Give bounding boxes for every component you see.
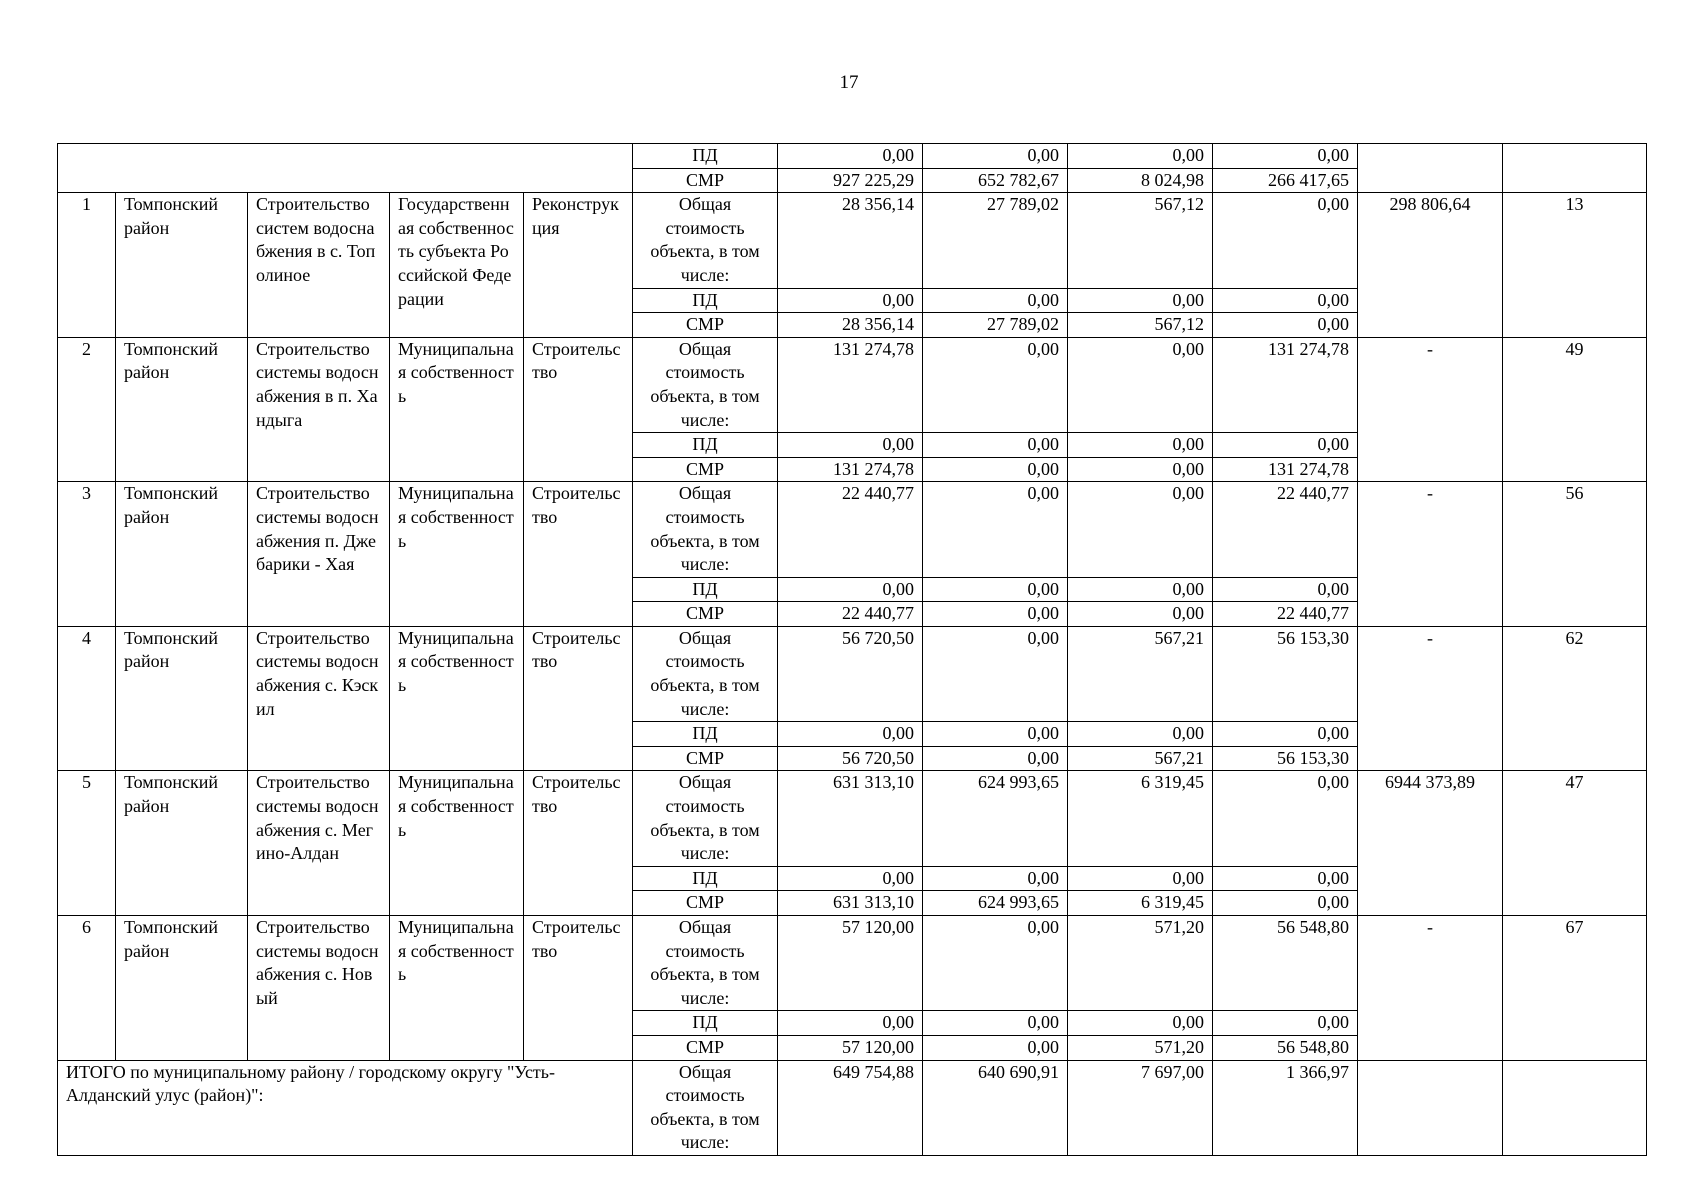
total-value: 567,21 [1068,626,1213,721]
pd-label: ПД [633,288,778,313]
pd-value: 0,00 [1213,1011,1358,1036]
summary-label: ИТОГО по муниципальному району / городскому округу "Усть-Алданский улус (район)": [58,1060,633,1155]
total-value: 56 548,80 [1213,916,1358,1011]
total-value: 0,00 [923,337,1068,432]
pd-value: 0,00 [923,577,1068,602]
total-label: Общая стоимость объекта, в том числе: [633,916,778,1011]
total-value: 131 274,78 [778,337,923,432]
carryover-empty-cell [58,144,633,193]
smr-value: 57 120,00 [778,1035,923,1060]
row-index: 4 [58,626,116,771]
smr-label: СМР [633,746,778,771]
smr-value: 27 789,02 [923,313,1068,338]
pd-label: ПД [633,722,778,747]
smr-value: 624 993,65 [923,891,1068,916]
row-col-a: 6944 373,89 [1358,771,1503,916]
row-district: Томпонский район [116,193,248,338]
total-value: 6 319,45 [1068,771,1213,866]
summary-total-value: 649 754,88 [778,1060,923,1155]
total-label: Общая стоимость объекта, в том числе: [633,337,778,432]
total-value: 0,00 [923,626,1068,721]
smr-label: СМР [633,891,778,916]
summary-empty-cell [1503,1060,1647,1155]
row-col-b: 62 [1503,626,1647,771]
row-index: 5 [58,771,116,916]
total-label: Общая стоимость объекта, в том числе: [633,626,778,721]
smr-value: 567,21 [1068,746,1213,771]
row-district: Томпонский район [116,482,248,627]
row-ownership: Муниципальная собственность [390,482,524,627]
row-object: Строительство системы водоснабжения в п. Хандыга [248,337,390,482]
pd-label: ПД [633,433,778,458]
total-value: 571,20 [1068,916,1213,1011]
pd-value: 0,00 [923,722,1068,747]
pd-value: 0,00 [923,433,1068,458]
total-value: 131 274,78 [1213,337,1358,432]
table-row [58,193,1647,288]
row-work-type: Строительство [524,482,633,627]
summary-empty-cell [1358,1060,1503,1155]
row-work-type: Реконструкция [524,193,633,338]
carryover-pd-row [58,144,1647,169]
pd-value: 0,00 [1068,1011,1213,1036]
summary-total-value: 640 690,91 [923,1060,1068,1155]
carryover-smr-label: СМР [633,168,778,193]
smr-label: СМР [633,313,778,338]
smr-value: 22 440,77 [1213,602,1358,627]
smr-value: 0,00 [923,746,1068,771]
pd-value: 0,00 [923,288,1068,313]
row-object: Строительство систем водоснабжения в с. Тополиное [248,193,390,338]
pd-value: 0,00 [778,433,923,458]
pd-value: 0,00 [1068,433,1213,458]
pd-value: 0,00 [1213,866,1358,891]
row-col-a: - [1358,482,1503,627]
pd-label: ПД [633,866,778,891]
row-work-type: Строительство [524,626,633,771]
smr-value: 0,00 [923,602,1068,627]
row-ownership: Муниципальная собственность [390,771,524,916]
carryover-pd-label: ПД [633,144,778,169]
carryover-pd-value: 0,00 [778,144,923,169]
smr-value: 0,00 [1213,313,1358,338]
row-col-b: 49 [1503,337,1647,482]
row-object: Строительство системы водоснабжения с. Кэскил [248,626,390,771]
row-object: Строительство системы водоснабжения с. Мегино-Алдан [248,771,390,916]
pd-label: ПД [633,1011,778,1036]
table-row [58,626,1647,721]
row-col-b: 47 [1503,771,1647,916]
row-ownership: Муниципальная собственность [390,916,524,1061]
row-object: Строительство системы водоснабжения п. Джебарики - Хая [248,482,390,627]
smr-value: 6 319,45 [1068,891,1213,916]
carryover-smr-value: 266 417,65 [1213,168,1358,193]
row-district: Томпонский район [116,771,248,916]
row-col-b: 56 [1503,482,1647,627]
summary-total-value: 7 697,00 [1068,1060,1213,1155]
row-col-a: - [1358,337,1503,482]
total-value: 631 313,10 [778,771,923,866]
table-row [58,771,1647,866]
total-value: 0,00 [923,482,1068,577]
smr-value: 0,00 [923,1035,1068,1060]
total-value: 0,00 [1213,193,1358,288]
smr-value: 56 548,80 [1213,1035,1358,1060]
total-value: 28 356,14 [778,193,923,288]
row-ownership: Государственная собственность субъекта Российской Федерации [390,193,524,338]
smr-value: 0,00 [1068,602,1213,627]
smr-value: 56 720,50 [778,746,923,771]
row-district: Томпонский район [116,916,248,1061]
total-label: Общая стоимость объекта, в том числе: [633,193,778,288]
pd-value: 0,00 [1213,722,1358,747]
total-value: 57 120,00 [778,916,923,1011]
pd-value: 0,00 [1213,433,1358,458]
row-index: 3 [58,482,116,627]
pd-value: 0,00 [778,866,923,891]
pd-value: 0,00 [1068,577,1213,602]
total-value: 22 440,77 [778,482,923,577]
carryover-pd-value: 0,00 [923,144,1068,169]
pd-value: 0,00 [1068,866,1213,891]
pd-value: 0,00 [923,1011,1068,1036]
carryover-smr-value: 8 024,98 [1068,168,1213,193]
page-number: 17 [839,72,859,93]
smr-label: СМР [633,457,778,482]
pd-value: 0,00 [778,1011,923,1036]
row-index: 2 [58,337,116,482]
total-value: 624 993,65 [923,771,1068,866]
carryover-smr-value: 652 782,67 [923,168,1068,193]
smr-value: 0,00 [923,457,1068,482]
smr-label: СМР [633,1035,778,1060]
total-value: 22 440,77 [1213,482,1358,577]
total-value: 0,00 [923,916,1068,1011]
smr-value: 131 274,78 [778,457,923,482]
smr-value: 567,12 [1068,313,1213,338]
row-work-type: Строительство [524,337,633,482]
total-label: Общая стоимость объекта, в том числе: [633,771,778,866]
pd-value: 0,00 [1068,722,1213,747]
smr-value: 22 440,77 [778,602,923,627]
table-body [58,144,1647,1156]
row-work-type: Строительство [524,771,633,916]
pd-value: 0,00 [1068,288,1213,313]
smr-value: 28 356,14 [778,313,923,338]
smr-value: 56 153,30 [1213,746,1358,771]
pd-label: ПД [633,577,778,602]
row-col-a: - [1358,916,1503,1061]
row-district: Томпонский район [116,626,248,771]
pd-value: 0,00 [778,577,923,602]
row-work-type: Строительство [524,916,633,1061]
smr-label: СМР [633,602,778,627]
smr-value: 571,20 [1068,1035,1213,1060]
summary-row [58,1060,1647,1155]
pd-value: 0,00 [923,866,1068,891]
total-label: Общая стоимость объекта, в том числе: [633,482,778,577]
row-district: Томпонский район [116,337,248,482]
carryover-pd-value: 0,00 [1213,144,1358,169]
carryover-extra-cell [1358,144,1503,193]
smr-value: 631 313,10 [778,891,923,916]
smr-value: 0,00 [1213,891,1358,916]
carryover-smr-value: 927 225,29 [778,168,923,193]
total-value: 0,00 [1068,482,1213,577]
total-value: 56 153,30 [1213,626,1358,721]
row-col-b: 67 [1503,916,1647,1061]
row-index: 1 [58,193,116,338]
total-value: 27 789,02 [923,193,1068,288]
carryover-pd-value: 0,00 [1068,144,1213,169]
smr-value: 0,00 [1068,457,1213,482]
summary-total-value: 1 366,97 [1213,1060,1358,1155]
row-object: Строительство системы водоснабжения с. Новый [248,916,390,1061]
row-col-a: 298 806,64 [1358,193,1503,338]
pd-value: 0,00 [1213,288,1358,313]
row-index: 6 [58,916,116,1061]
row-ownership: Муниципальная собственность [390,337,524,482]
pd-value: 0,00 [778,288,923,313]
row-ownership: Муниципальная собственность [390,626,524,771]
row-col-b: 13 [1503,193,1647,338]
summary-total-label: Общая стоимость объекта, в том числе: [633,1060,778,1155]
total-value: 0,00 [1068,337,1213,432]
total-value: 0,00 [1213,771,1358,866]
smr-value: 131 274,78 [1213,457,1358,482]
table-row [58,482,1647,577]
table-row [58,916,1647,1011]
budget-table [57,143,1647,1156]
row-col-a: - [1358,626,1503,771]
pd-value: 0,00 [1213,577,1358,602]
total-value: 56 720,50 [778,626,923,721]
pd-value: 0,00 [778,722,923,747]
table-row [58,337,1647,432]
total-value: 567,12 [1068,193,1213,288]
carryover-extra-cell [1503,144,1647,193]
